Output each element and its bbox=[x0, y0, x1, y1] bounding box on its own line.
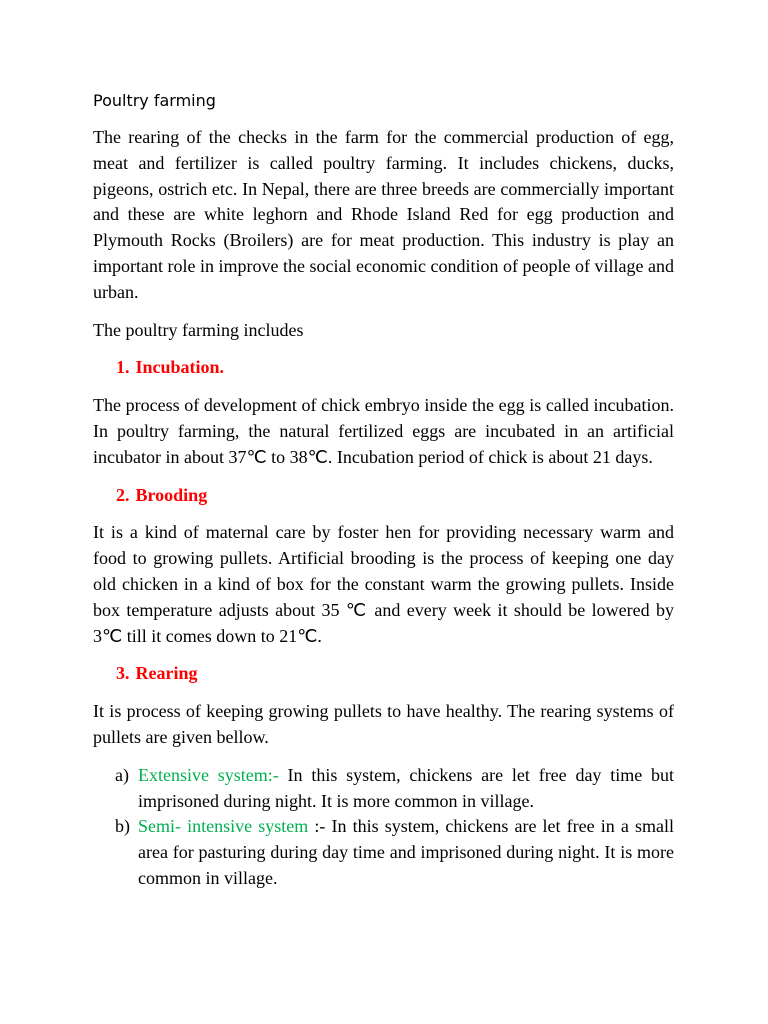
section-number: 2. bbox=[116, 484, 130, 505]
intro-paragraph: The rearing of the checks in the farm for the commercial production of egg, meat and fertilizer is called poultry farming. It includes chickens, ducks, pigeons, ostrich etc. In Nepal, there are three breeds are commercially important and these are white leghorn and Rhode Island Red for egg production and Plymouth Rocks (Broilers) are for meat production. This industry is play an important role in improve the social economic condition of people of village and urban. bbox=[93, 127, 674, 302]
document-title: Poultry farming bbox=[93, 91, 216, 110]
includes-lead: The poultry farming includes bbox=[93, 319, 304, 340]
section-heading-text: Incubation. bbox=[135, 357, 225, 378]
section-number: 1. bbox=[116, 357, 130, 378]
section-body-incubation: The process of development of chick embryo inside the egg is called incubation. In poultry farming, the natural fertilized eggs are incubated in an artificial incubator in about 37℃ to 38℃. Incubation period of chick is about 21 days. bbox=[93, 395, 674, 467]
section-heading-incubation bbox=[93, 355, 674, 381]
section-body-rearing: It is process of keeping growing pullets to have healthy. The rearing systems of pullets are given bellow. bbox=[93, 701, 674, 747]
section-heading-brooding bbox=[93, 483, 674, 509]
document-page bbox=[93, 88, 674, 892]
section-heading-text: Brooding bbox=[135, 484, 208, 505]
system-description: In this system, chickens are let free day time but imprisoned during night. It is more common in village. bbox=[138, 764, 674, 811]
section-heading-rearing bbox=[93, 661, 674, 687]
section-number: 3. bbox=[116, 663, 130, 684]
system-term: Semi- intensive system bbox=[138, 816, 309, 837]
section-body-brooding: It is a kind of maternal care by foster hen for providing necessary warm and food to growing pullets. Artificial brooding is the process of keeping one day old chicken in a kind of box for the constant warm the growing pullets. Inside box temperature adjusts about 35 ℃ and every week it should be lowered by 3℃ till it comes down to 21℃. bbox=[93, 522, 674, 646]
system-description: :- In this system, chickens are let free in a small area for pasturing during day time and imprisoned during night. It is more common in village. bbox=[138, 816, 674, 888]
list-marker: a) bbox=[115, 764, 129, 785]
system-term: Extensive system:- bbox=[138, 764, 279, 785]
list-item bbox=[93, 763, 674, 815]
list-marker: b) bbox=[115, 816, 130, 837]
list-item bbox=[93, 814, 674, 891]
section-heading-text: Rearing bbox=[135, 663, 198, 684]
rearing-systems-list bbox=[93, 763, 674, 892]
